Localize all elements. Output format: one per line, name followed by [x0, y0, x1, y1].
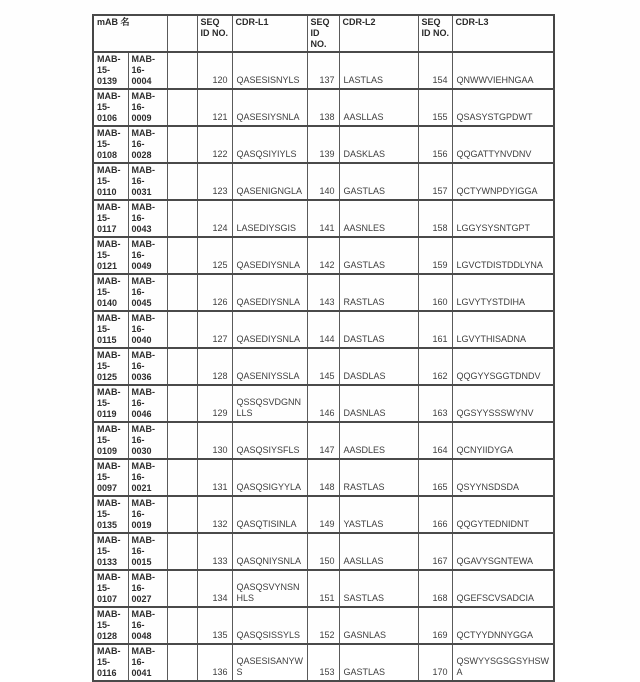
- mab-15-id: MAB-15-0128: [93, 607, 128, 644]
- cdr-l3-sequence: LGGYSYSNTGPT: [452, 200, 554, 237]
- seq-id-no-l3: 158: [418, 200, 452, 237]
- seq-id-no-l1: 136: [197, 644, 232, 681]
- blank-cell: [167, 163, 197, 200]
- cdr-sequence-table: [92, 14, 555, 682]
- seq-id-no-l2: 152: [307, 607, 339, 644]
- cdr-l3-sequence: QSWYYSGSGSYHSWA: [452, 644, 554, 681]
- mab-16-id: MAB-16-0004: [128, 52, 167, 89]
- mab-15-id: MAB-15-0117: [93, 200, 128, 237]
- header-seq-id-no-1: SEQ ID NO.: [197, 15, 232, 52]
- cdr-l3-sequence: QGSYYSSSWYNV: [452, 385, 554, 422]
- cdr-l2-sequence: DASDLAS: [339, 348, 418, 385]
- cdr-l2-sequence: AASLLAS: [339, 533, 418, 570]
- seq-id-no-l2: 153: [307, 644, 339, 681]
- mab-15-id: MAB-15-0108: [93, 126, 128, 163]
- table-row: [93, 570, 554, 607]
- seq-id-no-l2: 142: [307, 237, 339, 274]
- table-row: [93, 644, 554, 681]
- table-row: [93, 163, 554, 200]
- cdr-l2-sequence: AASLLAS: [339, 89, 418, 126]
- mab-16-id: MAB-16-0021: [128, 459, 167, 496]
- seq-id-no-l3: 164: [418, 422, 452, 459]
- table-row: [93, 200, 554, 237]
- cdr-l2-sequence: LASTLAS: [339, 52, 418, 89]
- mab-15-id: MAB-15-0106: [93, 89, 128, 126]
- header-cdr-l1: CDR-L1: [232, 15, 307, 52]
- seq-id-no-l2: 143: [307, 274, 339, 311]
- cdr-l2-sequence: GASTLAS: [339, 163, 418, 200]
- mab-16-id: MAB-16-0045: [128, 274, 167, 311]
- blank-cell: [167, 311, 197, 348]
- cdr-l1-sequence: QASESIYSNLA: [232, 89, 307, 126]
- seq-id-no-l1: 130: [197, 422, 232, 459]
- header-blank-cell: [167, 15, 197, 52]
- seq-id-no-l2: 147: [307, 422, 339, 459]
- seq-id-no-l1: 121: [197, 89, 232, 126]
- mab-16-id: MAB-16-0048: [128, 607, 167, 644]
- seq-id-no-l3: 163: [418, 385, 452, 422]
- cdr-l2-sequence: AASNLES: [339, 200, 418, 237]
- seq-id-no-l3: 156: [418, 126, 452, 163]
- seq-id-no-l3: 155: [418, 89, 452, 126]
- mab-16-id: MAB-16-0031: [128, 163, 167, 200]
- mab-15-id: MAB-15-0133: [93, 533, 128, 570]
- cdr-l1-sequence: QASQTISINLA: [232, 496, 307, 533]
- seq-id-no-l1: 133: [197, 533, 232, 570]
- seq-id-no-l2: 138: [307, 89, 339, 126]
- cdr-l1-sequence: QASQSIYIYLS: [232, 126, 307, 163]
- table-row: [93, 348, 554, 385]
- blank-cell: [167, 459, 197, 496]
- cdr-l2-sequence: GASNLAS: [339, 607, 418, 644]
- seq-id-no-l3: 167: [418, 533, 452, 570]
- seq-id-no-l2: 139: [307, 126, 339, 163]
- table-row: [93, 422, 554, 459]
- seq-id-no-l1: 132: [197, 496, 232, 533]
- header-cdr-l3: CDR-L3: [452, 15, 554, 52]
- blank-cell: [167, 126, 197, 163]
- header-seq-id-no-2: SEQ ID NO.: [307, 15, 339, 52]
- mab-16-id: MAB-16-0030: [128, 422, 167, 459]
- seq-id-no-l2: 151: [307, 570, 339, 607]
- seq-id-no-l1: 131: [197, 459, 232, 496]
- mab-15-id: MAB-15-0097: [93, 459, 128, 496]
- mab-16-id: MAB-16-0040: [128, 311, 167, 348]
- blank-cell: [167, 644, 197, 681]
- seq-id-no-l3: 166: [418, 496, 452, 533]
- cdr-l2-sequence: RASTLAS: [339, 459, 418, 496]
- mab-16-id: MAB-16-0019: [128, 496, 167, 533]
- cdr-l1-sequence: QASQSIYSFLS: [232, 422, 307, 459]
- blank-cell: [167, 570, 197, 607]
- seq-id-no-l2: 141: [307, 200, 339, 237]
- cdr-l3-sequence: QQGYYSGGTDNDV: [452, 348, 554, 385]
- mab-15-id: MAB-15-0140: [93, 274, 128, 311]
- table-row: [93, 496, 554, 533]
- cdr-l2-sequence: DASTLAS: [339, 311, 418, 348]
- cdr-l3-sequence: LGVYTYSTDIHA: [452, 274, 554, 311]
- blank-cell: [167, 607, 197, 644]
- cdr-l2-sequence: DASKLAS: [339, 126, 418, 163]
- table-row: [93, 385, 554, 422]
- seq-id-no-l1: 126: [197, 274, 232, 311]
- table-row: [93, 52, 554, 89]
- cdr-l3-sequence: QQGATTYNVDNV: [452, 126, 554, 163]
- seq-id-no-l3: 159: [418, 237, 452, 274]
- cdr-l3-sequence: QCTYWNPDYIGGA: [452, 163, 554, 200]
- mab-16-id: MAB-16-0036: [128, 348, 167, 385]
- mab-15-id: MAB-15-0115: [93, 311, 128, 348]
- seq-id-no-l1: 122: [197, 126, 232, 163]
- seq-id-no-l1: 127: [197, 311, 232, 348]
- cdr-l2-sequence: RASTLAS: [339, 274, 418, 311]
- blank-cell: [167, 274, 197, 311]
- cdr-l1-sequence: QASQSVYNSNHLS: [232, 570, 307, 607]
- seq-id-no-l2: 148: [307, 459, 339, 496]
- blank-cell: [167, 89, 197, 126]
- table-row: [93, 89, 554, 126]
- cdr-l2-sequence: YASTLAS: [339, 496, 418, 533]
- header-seq-id-no-3: SEQ ID NO.: [418, 15, 452, 52]
- cdr-l3-sequence: QSASYSTGPDWT: [452, 89, 554, 126]
- seq-id-no-l1: 129: [197, 385, 232, 422]
- seq-id-no-l2: 146: [307, 385, 339, 422]
- mab-16-id: MAB-16-0043: [128, 200, 167, 237]
- mab-15-id: MAB-15-0109: [93, 422, 128, 459]
- mab-15-id: MAB-15-0139: [93, 52, 128, 89]
- seq-id-no-l3: 162: [418, 348, 452, 385]
- blank-cell: [167, 496, 197, 533]
- cdr-l1-sequence: QASENIGNGLA: [232, 163, 307, 200]
- seq-id-no-l3: 154: [418, 52, 452, 89]
- table-row: [93, 311, 554, 348]
- table-row: [93, 607, 554, 644]
- mab-16-id: MAB-16-0015: [128, 533, 167, 570]
- blank-cell: [167, 200, 197, 237]
- mab-15-id: MAB-15-0110: [93, 163, 128, 200]
- seq-id-no-l2: 145: [307, 348, 339, 385]
- seq-id-no-l1: 128: [197, 348, 232, 385]
- mab-15-id: MAB-15-0121: [93, 237, 128, 274]
- cdr-l1-sequence: QASESISANYWS: [232, 644, 307, 681]
- seq-id-no-l1: 124: [197, 200, 232, 237]
- seq-id-no-l2: 144: [307, 311, 339, 348]
- cdr-l1-sequence: QASEDIYSNLA: [232, 311, 307, 348]
- cdr-l3-sequence: QCTYYDNNYGGA: [452, 607, 554, 644]
- seq-id-no-l1: 125: [197, 237, 232, 274]
- seq-id-no-l3: 165: [418, 459, 452, 496]
- mab-15-id: MAB-15-0107: [93, 570, 128, 607]
- cdr-l3-sequence: QGAVYSGNTEWA: [452, 533, 554, 570]
- cdr-l1-sequence: QASESISNYLS: [232, 52, 307, 89]
- seq-id-no-l2: 149: [307, 496, 339, 533]
- mab-16-id: MAB-16-0046: [128, 385, 167, 422]
- mab-15-id: MAB-15-0135: [93, 496, 128, 533]
- cdr-l1-sequence: QASQSIGYYLA: [232, 459, 307, 496]
- seq-id-no-l1: 134: [197, 570, 232, 607]
- mab-16-id: MAB-16-0009: [128, 89, 167, 126]
- mab-15-id: MAB-15-0125: [93, 348, 128, 385]
- header-row: [93, 15, 554, 52]
- cdr-l1-sequence: QASEDIYSNLA: [232, 274, 307, 311]
- cdr-l3-sequence: LGVCTDISTDDLYNA: [452, 237, 554, 274]
- seq-id-no-l1: 123: [197, 163, 232, 200]
- blank-cell: [167, 237, 197, 274]
- blank-cell: [167, 52, 197, 89]
- cdr-l2-sequence: SASTLAS: [339, 570, 418, 607]
- seq-id-no-l3: 170: [418, 644, 452, 681]
- cdr-l1-sequence: LASEDIYSGIS: [232, 200, 307, 237]
- seq-id-no-l1: 135: [197, 607, 232, 644]
- mab-16-id: MAB-16-0028: [128, 126, 167, 163]
- table-row: [93, 126, 554, 163]
- table-row: [93, 459, 554, 496]
- table-row: [93, 533, 554, 570]
- blank-cell: [167, 348, 197, 385]
- header-mab-name: mAB 名: [93, 15, 167, 52]
- header-cdr-l2: CDR-L2: [339, 15, 418, 52]
- cdr-l1-sequence: QASQSISSYLS: [232, 607, 307, 644]
- cdr-l1-sequence: QSSQSVDGNNLLS: [232, 385, 307, 422]
- blank-cell: [167, 422, 197, 459]
- cdr-l3-sequence: QGEFSCVSADCIA: [452, 570, 554, 607]
- seq-id-no-l2: 150: [307, 533, 339, 570]
- cdr-l3-sequence: QNWWVIEHNGAA: [452, 52, 554, 89]
- mab-16-id: MAB-16-0041: [128, 644, 167, 681]
- blank-cell: [167, 533, 197, 570]
- cdr-l3-sequence: QSYYNSDSDA: [452, 459, 554, 496]
- blank-cell: [167, 385, 197, 422]
- seq-id-no-l3: 168: [418, 570, 452, 607]
- cdr-l3-sequence: LGVYTHISADNA: [452, 311, 554, 348]
- mab-15-id: MAB-15-0116: [93, 644, 128, 681]
- cdr-l2-sequence: GASTLAS: [339, 237, 418, 274]
- seq-id-no-l2: 140: [307, 163, 339, 200]
- cdr-l1-sequence: QASQNIYSNLA: [232, 533, 307, 570]
- cdr-l2-sequence: DASNLAS: [339, 385, 418, 422]
- mab-16-id: MAB-16-0049: [128, 237, 167, 274]
- mab-15-id: MAB-15-0119: [93, 385, 128, 422]
- cdr-l2-sequence: GASTLAS: [339, 644, 418, 681]
- cdr-l1-sequence: QASEDIYSNLA: [232, 237, 307, 274]
- cdr-l1-sequence: QASENIYSSLA: [232, 348, 307, 385]
- seq-id-no-l2: 137: [307, 52, 339, 89]
- seq-id-no-l3: 169: [418, 607, 452, 644]
- seq-id-no-l3: 161: [418, 311, 452, 348]
- cdr-l3-sequence: QQGYTEDNIDNT: [452, 496, 554, 533]
- seq-id-no-l3: 157: [418, 163, 452, 200]
- table-row: [93, 237, 554, 274]
- cdr-l3-sequence: QCNYIIDYGA: [452, 422, 554, 459]
- seq-id-no-l3: 160: [418, 274, 452, 311]
- mab-16-id: MAB-16-0027: [128, 570, 167, 607]
- cdr-l2-sequence: AASDLES: [339, 422, 418, 459]
- table-row: [93, 274, 554, 311]
- seq-id-no-l1: 120: [197, 52, 232, 89]
